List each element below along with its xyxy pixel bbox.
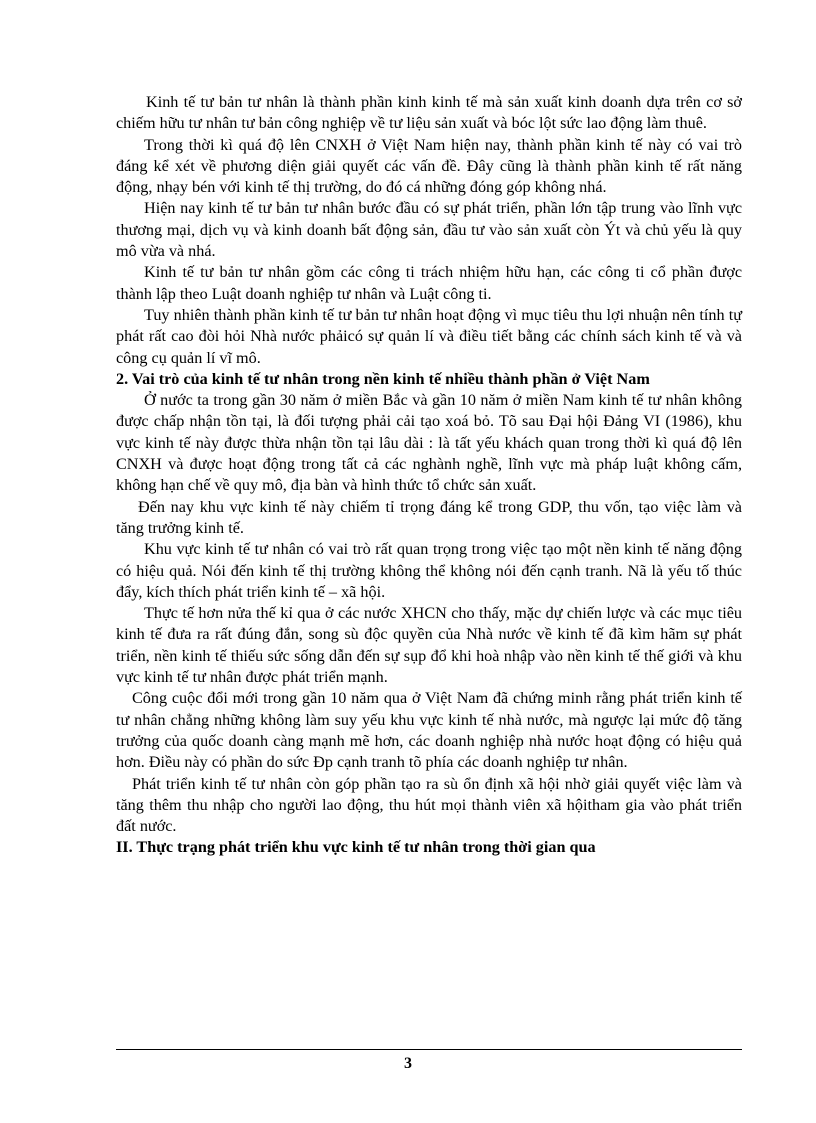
paragraph: Tuy nhiên thành phần kinh tế tư bản tư nhân hoạt động vì mục tiêu thu lợi nhuận nên tính tự phát rất cao đòi hỏi Nhà nước phảicó sự quản lí và điều tiết bằng các chính sách kinh tế và và công cụ quản lí vĩ mô. [116,305,742,367]
paragraph: Khu vực kinh tế tư nhân có vai trò rất quan trọng trong việc tạo một nền kinh tế năng động có hiệu quả. Nói đến kinh tế thị trường không thể không nói đến cạnh tranh. Nã là yếu tố thúc đẩy, kích thích phát triển kinh tế – xã hội. [116,540,742,601]
paragraph: Trong thời kì quá độ lên CNXH ở Việt Nam hiện nay, thành phần kinh tế này có vai trò đáng kể xét về phương diện giải quyết các vấn đề. Đây cũng là thành phần kinh tế rất năng động, nhạy bén với kinh tế thị trường, do đó cá những đóng góp không nhá. [116,135,742,197]
paragraph: Thực tế hơn nửa thế kỉ qua ở các nước XHCN cho thấy, mặc dự chiến lược và các mục tiêu kinh tế đưa ra rất đúng đắn, song sù độc quyền của Nhà nước về kinh tế đã kìm hãm sự phát triển, nền kinh tế thiếu sức sống dẫn đến sự sụp đổ khi hoà nhập vào nền kinh tế thế giới và khu vực kinh tế tư nhân được phát triển mạnh. [116,604,742,687]
paragraph: Kinh tế tư bản tư nhân là thành phần kinh kinh tế mà sản xuất kinh doanh dựa trên cơ sở chiếm hữu tư nhân tư bản công nghiệp về tư liệu sản xuất và bóc lột sức lao động làm thuê. [116,93,742,133]
paragraph: Ở nước ta trong gần 30 năm ở miền Bắc và gần 10 năm ở miền Nam kinh tế tư nhân không được chấp nhận tồn tại, là đối tượng phải cải tạo xoá bỏ. Tõ sau Đại hội Đảng VI (1986), khu vực kinh tế này được thừa nhận tồn tại lâu dài : là tất yếu khách quan trong thời kì quá độ lên CNXH và được hoạt động trong tất cả các nghành nghề, lĩnh vực mà pháp luật không cấm, không hạn chế về quy mô, địa bàn và hình thức tổ chức sản xuất. [116,391,742,495]
paragraph: Kinh tế tư bản tư nhân gồm các công ti trách nhiệm hữu hạn, các công ti cổ phần được thành lập theo Luật doanh nghiệp tư nhân và Luật công ti. [116,263,742,303]
paragraph: Hiện nay kinh tế tư bản tư nhân bước đầu có sự phát triển, phần lớn tập trung vào lĩnh vực thương mại, dịch vụ và kinh doanh bất động sản, đầu tư vào sản xuất còn Ýt và chủ yếu là quy mô vừa và nhá. [116,199,742,261]
page-body [116,92,742,859]
page-number: 3 [404,1055,412,1072]
footer-rule [116,1049,742,1050]
paragraph: Đến nay khu vực kinh tế này chiếm tỉ trọng đáng kể trong GDP, thu vốn, tạo việc làm và tăng trưởng kinh tế. [116,497,742,537]
paragraph: Phát triển kinh tế tư nhân còn góp phần tạo ra sù ổn định xã hội nhờ giải quyết việc làm và tăng thêm thu nhập cho người lao động, thu hút mọi thành viên xã hộitham gia vào phát triển đất nước. [116,774,742,836]
section-heading: II. Thực trạng phát triển khu vực kinh tế tư nhân trong thời gian qua [116,838,596,857]
section-heading: 2. Vai trò của kinh tế tư nhân trong nền kinh tế nhiều thành phần ở Việt Nam [116,369,650,388]
paragraph: Công cuộc đổi mới trong gần 10 năm qua ở Việt Nam đã chứng minh rằng phát triển kinh tế tư nhân chẳng những không làm suy yếu khu vực kinh tế nhà nước, mà ngược lại mức độ tăng trưởng của quốc doanh càng mạnh mẽ hơn, các doanh nghiệp nhà nước hoạt động có hiệu quả hơn. Điều này có phần do sức Đp cạnh tranh tõ phía các doanh nghiệp tư nhân. [116,689,742,772]
